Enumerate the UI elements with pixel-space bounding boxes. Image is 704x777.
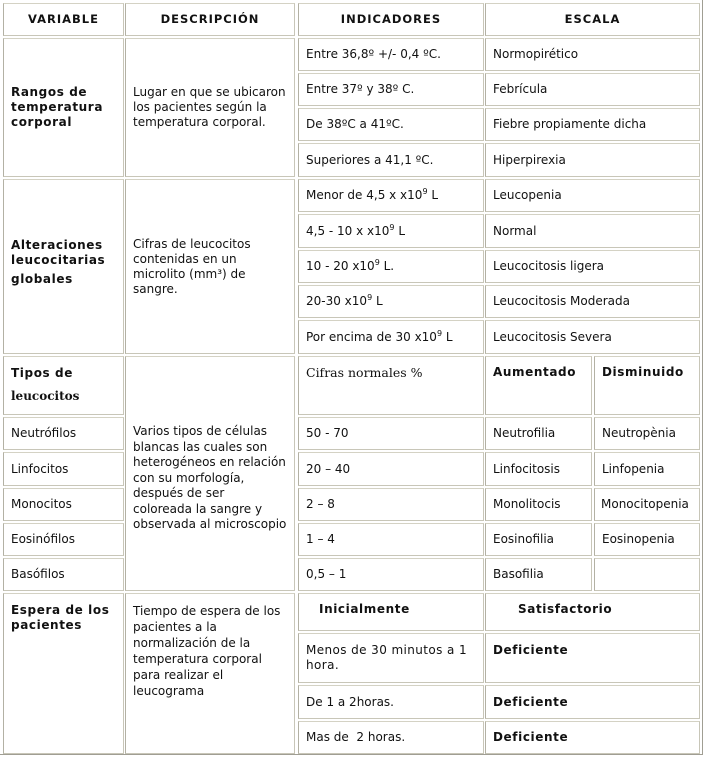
indicador-cell (298, 285, 484, 318)
header-inicialmente: Inicialmente (298, 593, 484, 631)
aumentado-cell: Linfocitosis (485, 452, 592, 486)
escala-cell: Normopirético (485, 38, 700, 71)
indicador-cell: De 38ºC a 41ºC. (298, 108, 484, 141)
disminuido-cell (594, 558, 700, 591)
escala-cell: Leucocitosis ligera (485, 250, 700, 283)
cifras-cell: 1 – 4 (298, 523, 484, 556)
escala-cell: Febrícula (485, 73, 700, 106)
description-text: Cifras de leucocitos contenidas en un microlito (mm³) de sangre. (133, 236, 251, 296)
header-cifras-normales: Cifras normales % (298, 356, 484, 415)
variable-label: Alteraciones leucocitarias (11, 238, 106, 267)
variable-label: Espera de los pacientes (11, 603, 110, 632)
indicador-cell: Menos de 30 minutos a 1 hora. (298, 633, 484, 683)
indicador-unit: L (394, 223, 406, 238)
descripcion-espera-pacientes (125, 593, 295, 754)
cifras-cell: 2 – 8 (298, 488, 484, 521)
description-text: Tiempo de espera de los pacientes a la normalización de la temperatura corporal para realizar el leucograma (133, 604, 281, 698)
variable-label-line2: globales (11, 272, 73, 286)
indicador-cell: Superiores a 41,1 ºC. (298, 143, 484, 177)
disminuido-cell: Monocitopenia (594, 488, 700, 521)
cifras-cell: 0,5 – 1 (298, 558, 484, 591)
indicador-cell (298, 320, 484, 354)
tipo-cell: Neutrófilos (3, 417, 124, 450)
indicador-cell: De 1 a 2horas. (298, 685, 484, 719)
indicador-text: Por encima de 30 x10 (306, 329, 437, 344)
aumentado-cell: Neutrofilia (485, 417, 592, 450)
descripcion-alteraciones-leucocitarias (125, 179, 295, 354)
description-text: Lugar en que se ubicaron los pacientes según la temperatura corporal. (133, 85, 286, 129)
indicador-cell: Entre 37º y 38º C. (298, 73, 484, 106)
disminuido-cell: Eosinopenia (594, 523, 700, 556)
indicador-cell: Mas de 2 horas. (298, 721, 484, 754)
indicador-unit: L. (379, 259, 395, 273)
indicador-cell (298, 179, 484, 212)
variable-rangos-temperatura (3, 38, 124, 177)
indicador-cell: Entre 36,8º +/- 0,4 ºC. (298, 38, 484, 71)
tipo-cell: Linfocitos (3, 452, 124, 486)
variable-tipos-leucocitos (3, 356, 124, 415)
disminuido-cell: Neutropènia (594, 417, 700, 450)
escala-cell: Deficiente (485, 721, 700, 754)
escala-cell: Deficiente (485, 633, 700, 683)
indicador-text: Menor de 4,5 x x10 (306, 188, 423, 202)
tipo-cell: Monocitos (3, 488, 124, 521)
escala-cell: Leucocitosis Moderada (485, 285, 700, 318)
variable-label: Rangos de temperatura corporal (11, 85, 104, 129)
escala-cell: Fiebre propiamente dicha (485, 108, 700, 141)
exponent: 9 (367, 293, 373, 302)
description-text: Varios tipos de células blancas las cuales son heterogéneos en relación con su morfología, después de ser coloreada la sangre y observada al microscopio (133, 424, 287, 531)
header-variable: VARIABLE (3, 3, 124, 36)
header-satisfactorio: Satisfactorio (485, 593, 700, 631)
escala-cell: Hiperpirexia (485, 143, 700, 177)
header-escala: ESCALA (485, 3, 700, 36)
aumentado-cell: Basofilia (485, 558, 592, 591)
indicador-unit: L (372, 294, 383, 308)
escala-cell: Deficiente (485, 685, 700, 719)
escala-cell: Normal (485, 214, 700, 248)
indicador-cell (298, 250, 484, 283)
indicador-text: 4,5 - 10 x x10 (306, 223, 390, 238)
aumentado-cell: Eosinofilia (485, 523, 592, 556)
exponent: 9 (422, 187, 428, 196)
indicador-unit: L (427, 188, 439, 202)
descripcion-rangos-temperatura (125, 38, 295, 177)
header-disminuido: Disminuido (594, 356, 700, 415)
exponent: 9 (374, 258, 380, 267)
header-indicadores: INDICADORES (298, 3, 484, 36)
tipo-cell: Eosinófilos (3, 523, 124, 556)
indicador-text: 10 - 20 x10 (306, 259, 375, 273)
exponent: 9 (389, 222, 395, 232)
variable-label-line2: leucocitos (11, 389, 80, 403)
indicador-unit: L (442, 329, 453, 344)
variable-espera-pacientes (3, 593, 124, 754)
disminuido-cell: Linfopenia (594, 452, 700, 486)
exponent: 9 (436, 328, 443, 338)
cifras-cell: 50 - 70 (298, 417, 484, 450)
variable-label: Tipos de (11, 366, 73, 380)
header-aumentado: Aumentado (485, 356, 592, 415)
escala-cell: Leucopenia (485, 179, 700, 212)
escala-cell: Leucocitosis Severa (485, 320, 700, 354)
tipo-cell: Basófilos (3, 558, 124, 591)
indicador-text: 20-30 x10 (306, 294, 368, 308)
cifras-cell: 20 – 40 (298, 452, 484, 486)
header-descripcion: DESCRIPCIÓN (125, 3, 295, 36)
descripcion-tipos-leucocitos (125, 356, 295, 591)
indicador-cell (298, 214, 484, 248)
aumentado-cell: Monolitocis (485, 488, 592, 521)
variable-alteraciones-leucocitarias (3, 179, 124, 354)
